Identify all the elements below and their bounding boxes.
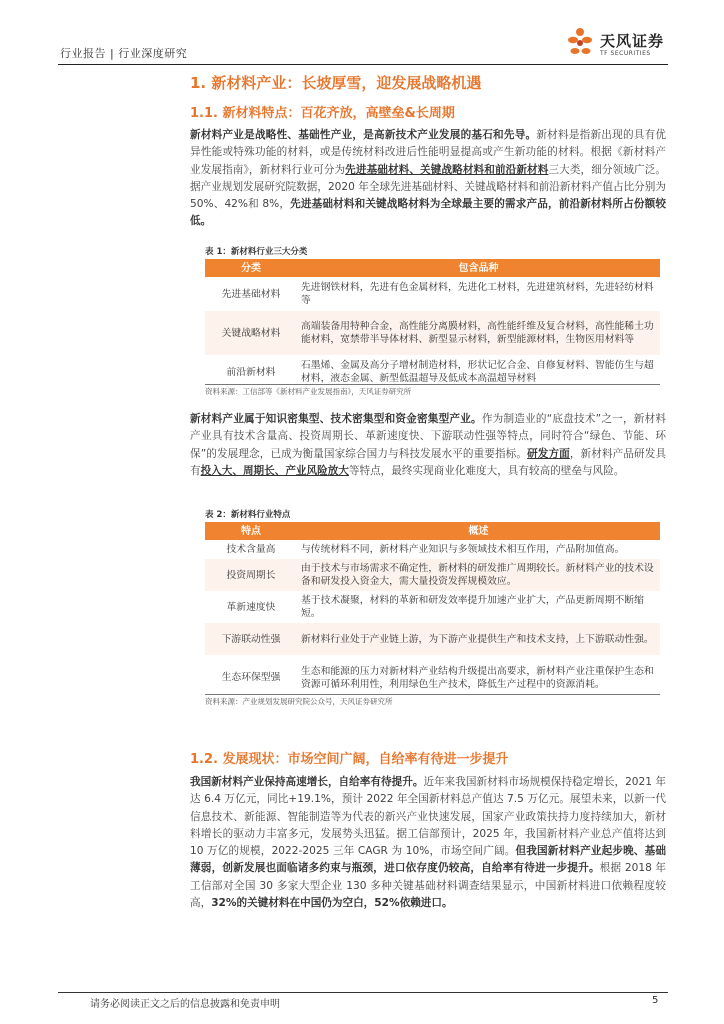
table2-feature: 技术含量高: [226, 544, 276, 555]
table2-feature: 生态环保型强: [221, 672, 281, 683]
table2-source: 资料来源：产业规划发展研究院公众号，天风证券研究所: [205, 697, 393, 706]
subsection-title-2: 1.2. 发展现状：市场空间广阔，自给率有待进一步提升: [190, 752, 509, 767]
text-run: 先进基础材料和关键战略材料为全球最主要的需求产品，前沿新材料所占份额较低。: [190, 198, 666, 228]
text-run: 等特点，最终实现商业化难度大，具有较高的壁垒与风险。: [348, 464, 625, 477]
table2-desc: 基于技术凝聚，材料的革新和研发效率提升加速产业扩大，产品更新周期不断缩短。: [301, 595, 644, 619]
table1-source-divider: [205, 384, 660, 385]
table2-desc: 由于技术与市场需求不确定性，新材料的研发推广周期较长。新材料产业的技术设备和研发投入资金大，需大量投资发挥规模效应。: [297, 559, 660, 591]
table2-desc: 新材料行业处于产业链上游，为下游产业提供生产和技术支持，上下游联动性强。: [297, 623, 660, 655]
table2-industry-features: [205, 522, 660, 700]
text-run: 我国新材料产业保持高速增长，自给率有待提升。: [190, 776, 424, 788]
table-row: [205, 277, 660, 311]
text-run: 新材料是指新出现的具有优异性能或特殊功能的材料，或是传统材料改进后性能明显提高或产生新功能的材料。根据《新材料产业发展指南》，新材料行业可分为: [190, 129, 667, 176]
table-row: [205, 540, 660, 559]
table2-caption: 表 2：新材料行业特点: [205, 510, 291, 520]
table2-feature: 革新速度快: [226, 601, 276, 613]
text-run: ，新材料产品研发具有: [190, 447, 666, 477]
table1-content: 石墨烯、金属及高分子增材制造材料，形状记忆合金、自修复材料、智能仿生与超材料，液态金属、新型低温超导及低成本高温超导材料: [301, 360, 654, 384]
report-category: 行业报告 | 行业深度研究: [60, 47, 188, 60]
table1-category: 前沿新材料: [226, 366, 276, 378]
text-run: 研发方面: [527, 447, 570, 460]
table2-desc: 生态和能源的压力对新材料产业结构升级提出高要求，新材料产业注重保护生态和资源可循环利用性，利用绿色生产技术，降低生产过程中的资源消耗。: [301, 665, 654, 690]
text-run: 新材料产业属于知识密集型、技术密集型和资金密集型产业。: [190, 413, 482, 425]
text-run: 作为制造业的“底盘技术”之一，新材料产业具有技术含量高、投资周期长、革新速度快、下游联动性强等特点，同时符合“绿色、节能、环保”的发展理念，已成为衡量国家综合国力与科技发展水平的重要指标。: [190, 413, 666, 460]
table2-feature: 投资周期长: [205, 559, 297, 591]
paragraph-3: [190, 774, 666, 912]
section-title: 1. 新材料产业：长坡厚雪，迎发展战略机遇: [190, 74, 482, 92]
subsection-title-1: 1.1. 新材料特点：百花齐放，高壁垒&长周期: [190, 106, 455, 121]
text-run: 三大类，细分领域广泛。据产业规划发展研究院数据，2020 年全球先进基础材料、关键战略材料和前沿新材料产值占比分别为 50%、42%和 8%，: [190, 163, 667, 211]
table1-caption: 表 1：新材料行业三大分类: [205, 247, 308, 257]
table2-feature: 下游联动性强: [205, 623, 297, 655]
table1-content: 高端装备用特种合金，高性能分离膜材料，高性能纤维及复合材料，高性能稀土功能材料，宽禁带半导体材料、新型显示材料，新型能源材料，生物医用材料等: [297, 311, 660, 355]
text-run: 先进基础材料、关键战略材料和前沿新材料: [345, 163, 549, 176]
text-run: 但我国新材料产业起步晚、基础薄弱，创新发展也面临诸多约束与瓶颈，进口依存度仍较高，自给率有待进一步提升。: [190, 845, 666, 875]
paragraph-2: [190, 411, 666, 480]
table1-content: 先进钢铁材料，先进有色金属材料，先进化工材料，先进建筑材料，先进轻纺材料等: [301, 282, 654, 306]
table-row: [205, 311, 660, 355]
table-row: [205, 559, 660, 591]
text-run: 根据 2018 年工信部对全国 30 多家大型企业 130 多种关键基础材料调查结果显示，中国新材料进口依赖程度较高，: [190, 862, 666, 910]
paragraph-1: [190, 127, 666, 231]
header-divider: [58, 64, 668, 65]
table1-source: 资料来源：工信部等《新材料产业发展指南》，天风证券研究所: [205, 387, 412, 396]
text-run: 新材料产业是战略性、基础性产业，是高新技术产业发展的基石和先导。: [190, 129, 537, 141]
footer-divider: [58, 992, 668, 993]
table-row: [205, 591, 660, 623]
page-number: 5: [652, 995, 659, 1006]
table1-material-categories: [205, 259, 660, 389]
table-row: [205, 623, 660, 655]
disclaimer-text: 请务必阅读正文之后的信息披露和免责申明: [90, 999, 280, 1010]
table2-header-desc: 概述: [297, 522, 660, 540]
table1-header-category: 分类: [205, 259, 297, 277]
table1-category: 关键战略材料: [205, 311, 297, 355]
text-run: 投入大、周期长、产业风险放大: [200, 464, 349, 477]
text-run: 32%的关键材料在中国仍为空白，52%依赖进口。: [211, 897, 453, 910]
logo-english-name: TF SECURITIES: [600, 50, 651, 57]
table1-header-content: 包含品种: [297, 259, 660, 277]
table2-desc: 与传统材料不同，新材料产业知识与多领域技术相互作用，产品附加值高。: [301, 544, 625, 555]
text-run: 近年来我国新材料市场规模保持稳定增长，2021 年达 6.4 万亿元，同比+19.1%，预计 2022 年全国新材料总产值达 7.5 万亿元。展望未来，以新一代信息技术、新能源、智能制造等为代表的新兴产业快速发展，国家产业政策扶持力度持续加大，新材料增长的驱动力丰富多元，发展势头迅猛。据工信部预计，2025 年，我国新材料产业总产值将达到 10 万亿的规模，2022-2025 三年 CAGR 为 10%，市场空间广阔。: [190, 776, 667, 858]
table2-header-feature: 特点: [205, 522, 297, 540]
table2-source-divider: [205, 694, 660, 695]
table1-category: 先进基础材料: [221, 288, 281, 300]
logo-chinese-name: 天风证券: [600, 32, 665, 50]
